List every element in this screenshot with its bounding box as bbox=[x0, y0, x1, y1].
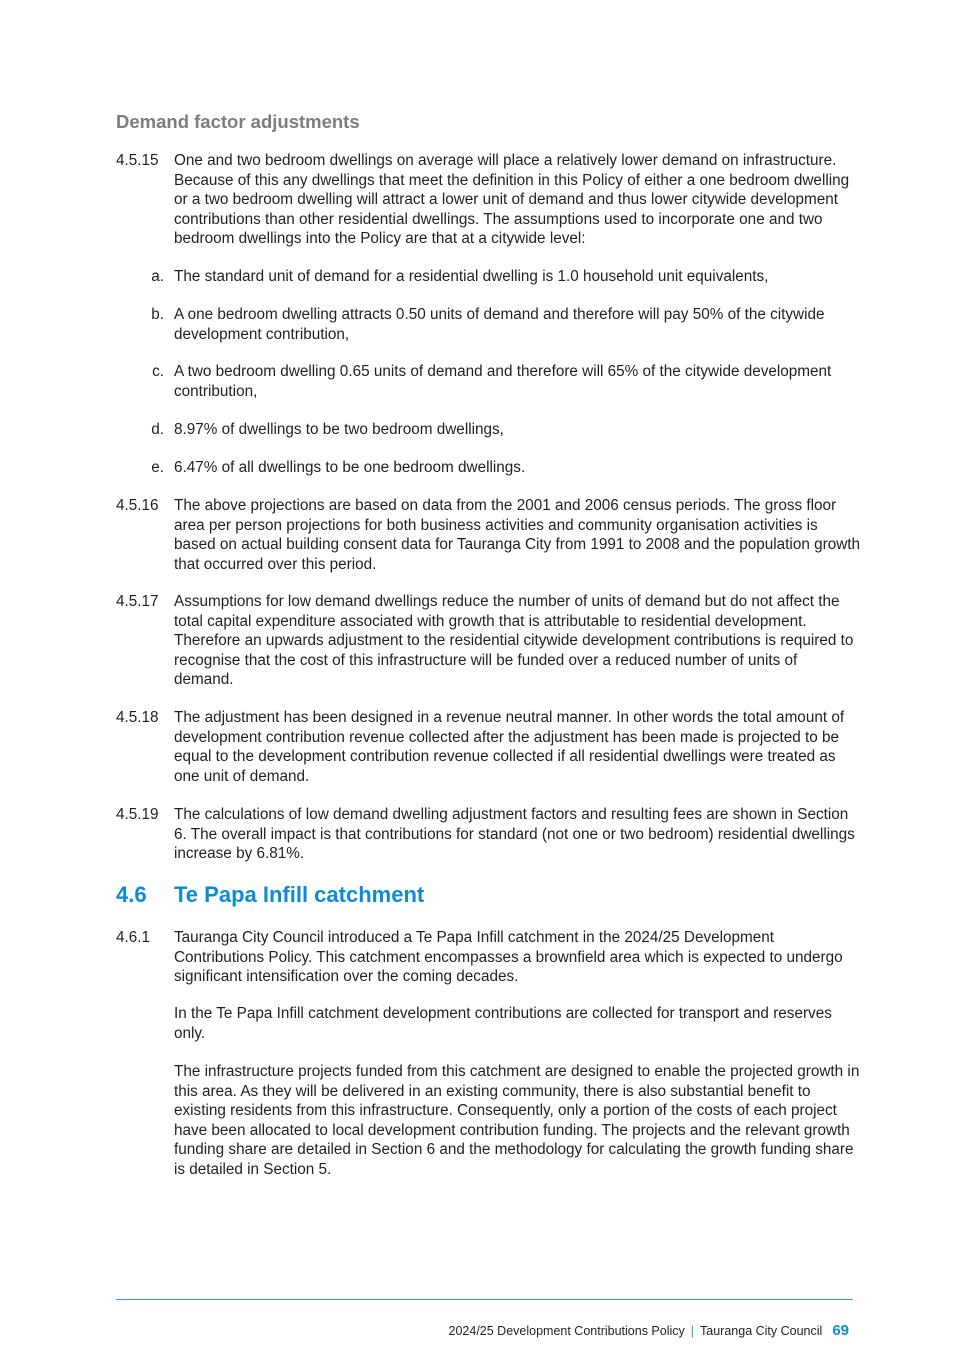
paragraph-number: 4.6.1 bbox=[116, 929, 151, 946]
paragraph-number: 4.5.16 bbox=[116, 497, 159, 514]
paragraph-4-5-17 bbox=[116, 592, 861, 690]
paragraph-number: 4.5.17 bbox=[116, 593, 159, 610]
paragraph-4-6-1 bbox=[116, 928, 861, 987]
paragraph-4-5-16 bbox=[116, 496, 861, 574]
list-item-a bbox=[116, 267, 861, 287]
paragraph-text: Assumptions for low demand dwellings reduce the number of units of demand but do not affect the total capital expenditure associated with growth that is attributable to residential development. Therefore an upwards adjustment to the residential citywide development contributions is required to recognise that the cost of this infrastructure will be funded over a reduced number of units of demand. bbox=[174, 593, 854, 689]
list-letter: d. bbox=[151, 421, 164, 438]
paragraph-text: Tauranga City Council introduced a Te Papa Infill catchment in the 2024/25 Development Contributions Policy. This catchment encompasses a brownfield area which is expected to undergo significant intensification over the coming decades. bbox=[174, 929, 843, 986]
footer-organisation: Tauranga City Council bbox=[700, 1324, 823, 1338]
list-letter: a. bbox=[151, 268, 164, 285]
list-text: A two bedroom dwelling 0.65 units of demand and therefore will 65% of the citywide development contribution, bbox=[174, 363, 832, 400]
section-number: 4.6 bbox=[116, 882, 147, 907]
list-item-c bbox=[116, 362, 861, 401]
footer-separator: | bbox=[690, 1324, 695, 1338]
paragraph-4-5-15 bbox=[116, 151, 861, 249]
footer-divider bbox=[116, 1299, 853, 1300]
paragraph-number: 4.5.18 bbox=[116, 709, 159, 726]
list-item-d bbox=[116, 420, 861, 440]
paragraph-4-6-1-continued-2 bbox=[116, 1062, 861, 1180]
subheading-demand-factor: Demand factor adjustments bbox=[116, 111, 360, 132]
page-footer bbox=[449, 1322, 849, 1339]
paragraph-text: The calculations of low demand dwelling adjustment factors and resulting fees are shown in Section 6. The overall impact is that contributions for standard (not one or two bedroom) residential dwellings increase by 6.81%. bbox=[174, 806, 855, 863]
paragraph-text: The infrastructure projects funded from this catchment are designed to enable the projected growth in this area. As they will be delivered in an existing community, there is also substantial benefit to existing residents from this infrastructure. Consequently, only a portion of the costs of each project have been allocated to local development contribution funding. The projects and the relevant growth funding share are detailed in Section 6 and the methodology for calculating the growth funding share is detailed in Section 5. bbox=[174, 1063, 860, 1178]
paragraph-4-5-19 bbox=[116, 805, 861, 864]
footer-document-title: 2024/25 Development Contributions Policy bbox=[448, 1324, 685, 1338]
paragraph-4-5-18 bbox=[116, 708, 861, 786]
page-number: 69 bbox=[832, 1322, 849, 1339]
list-letter: b. bbox=[151, 306, 164, 323]
list-letter: c. bbox=[152, 363, 164, 380]
list-item-b bbox=[116, 305, 861, 344]
section-title: Te Papa Infill catchment bbox=[174, 882, 425, 907]
paragraph-text: The adjustment has been designed in a revenue neutral manner. In other words the total amount of development contribution revenue collected after the adjustment has been made is projected to be equal to the development contribution revenue collected if all residential dwellings were treated as one unit of demand. bbox=[174, 709, 845, 785]
list-item-e bbox=[116, 458, 861, 478]
paragraph-4-6-1-continued bbox=[116, 1004, 861, 1043]
list-text: A one bedroom dwelling attracts 0.50 units of demand and therefore will pay 50% of the citywide development contribution, bbox=[174, 306, 825, 343]
list-text: The standard unit of demand for a residential dwelling is 1.0 household unit equivalents, bbox=[174, 268, 769, 285]
list-text: 8.97% of dwellings to be two bedroom dwellings, bbox=[174, 421, 504, 438]
list-letter: e. bbox=[151, 459, 164, 476]
paragraph-number: 4.5.15 bbox=[116, 152, 159, 169]
paragraph-text: One and two bedroom dwellings on average will place a relatively lower demand on infrastructure. Because of this any dwellings that meet the definition in this Policy of either a one bedroom dwelling or a two bedroom dwelling will attract a lower unit of demand and thus lower citywide development contributions than other residential dwellings. The assumptions used to incorporate one and two bedroom dwellings into the Policy are that at a citywide level: bbox=[174, 152, 850, 248]
list-text: 6.47% of all dwellings to be one bedroom dwellings. bbox=[174, 459, 526, 476]
paragraph-text: The above projections are based on data from the 2001 and 2006 census periods. The gross floor area per person projections for both business activities and community organisation activities is based on actual building consent data for Tauranga City from 1991 to 2008 and the population growth that occurred over this period. bbox=[174, 497, 861, 573]
paragraph-number: 4.5.19 bbox=[116, 806, 159, 823]
paragraph-text: In the Te Papa Infill catchment development contributions are collected for transport and reserves only. bbox=[174, 1005, 832, 1042]
